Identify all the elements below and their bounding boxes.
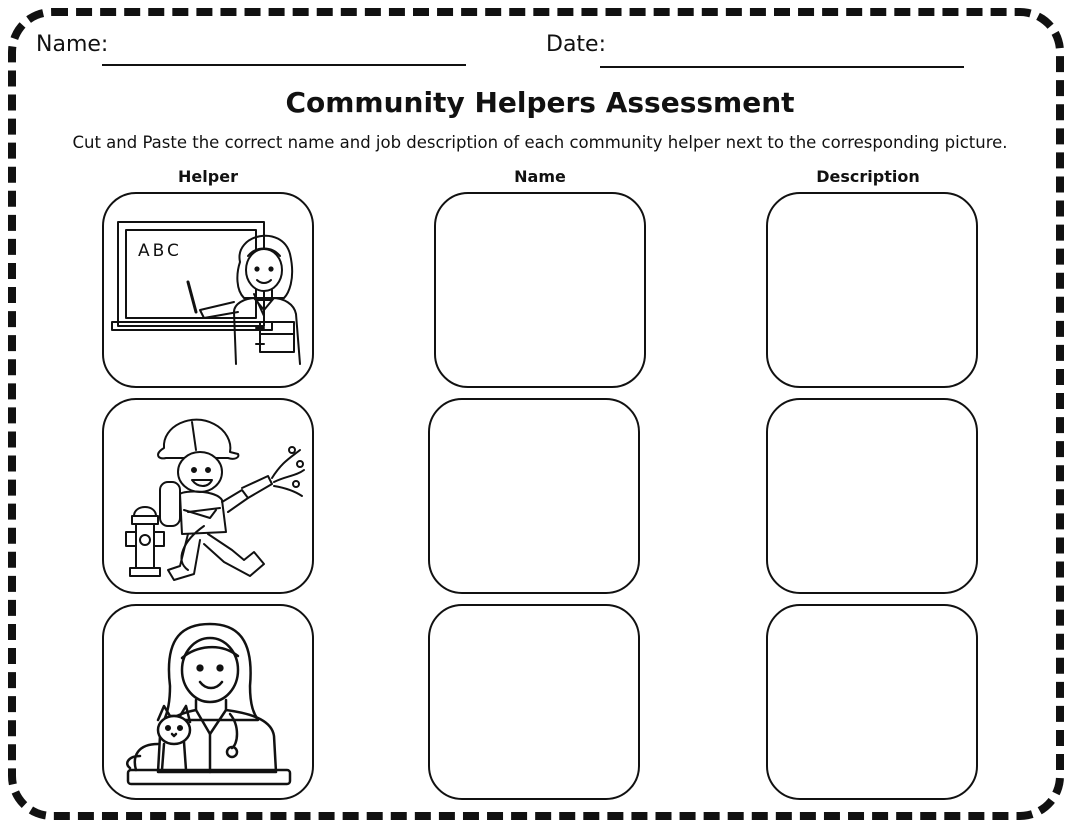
name-slot-2[interactable] [428,398,640,594]
name-slot-3[interactable] [428,604,640,800]
page-title: Community Helpers Assessment [285,86,795,119]
veterinarian-icon [104,606,316,802]
description-slot-1[interactable] [766,192,978,388]
column-header-helper: Helper [178,167,238,186]
date-field[interactable] [600,66,964,68]
helper-card-veterinarian [102,604,314,800]
teacher-board-text: ABC [138,241,182,261]
description-slot-2[interactable] [766,398,978,594]
firefighter-icon [104,400,316,596]
name-slot-1[interactable] [434,192,646,388]
name-field[interactable] [102,64,466,66]
date-label: Date: [546,32,606,57]
description-slot-3[interactable] [766,604,978,800]
helper-card-teacher [102,192,314,388]
instructions-text: Cut and Paste the correct name and job description of each community helper next to the corresponding picture. [72,133,1008,152]
column-header-name: Name [514,167,566,186]
name-label: Name: [36,32,109,57]
helper-card-firefighter [102,398,314,594]
teacher-icon [104,194,316,390]
column-header-description: Description [816,167,920,186]
